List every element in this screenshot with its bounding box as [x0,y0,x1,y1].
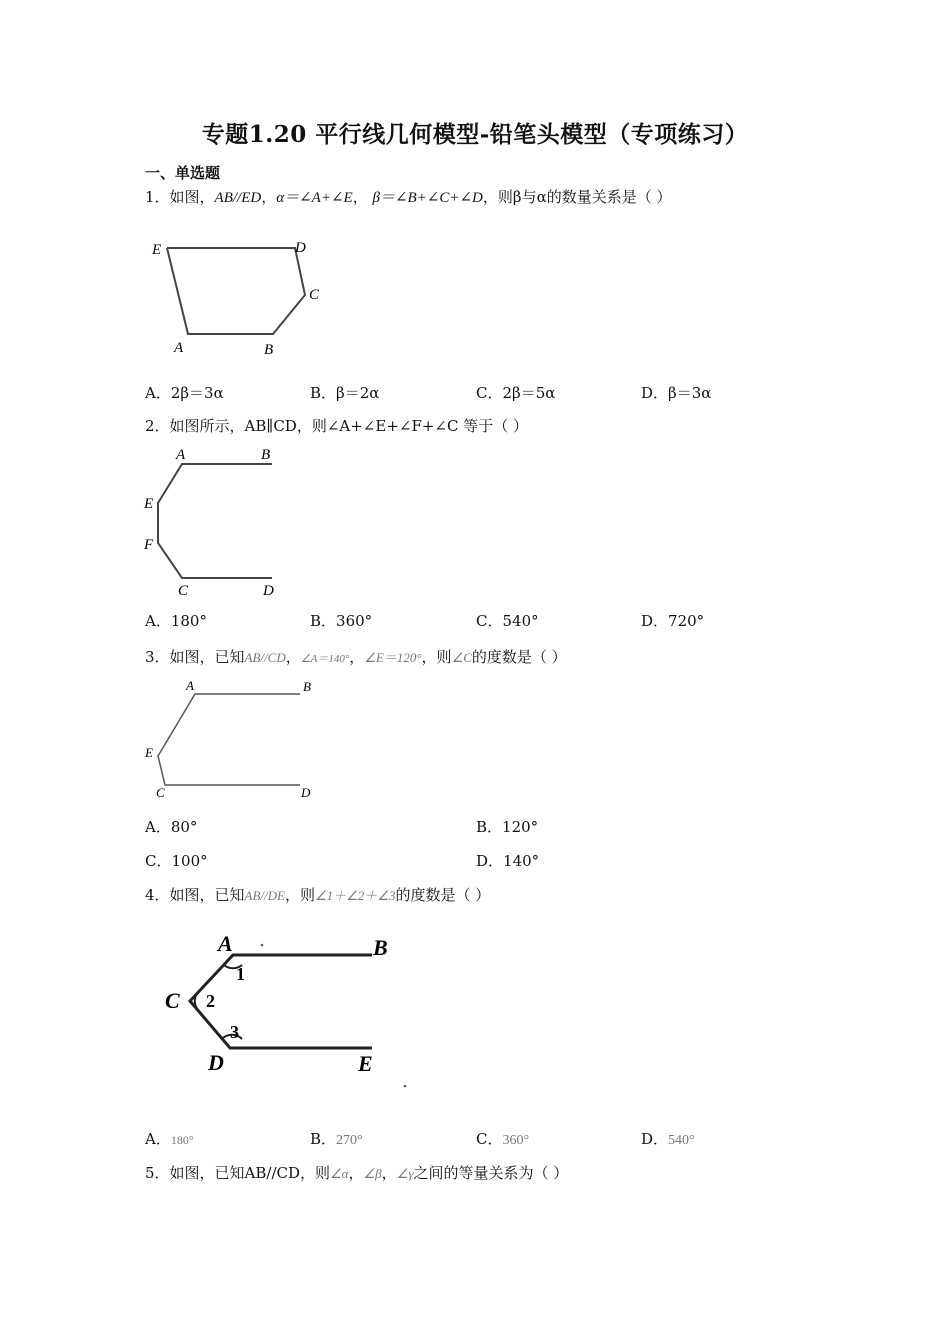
q4-option-a[interactable] [145,1128,194,1149]
q1-label-e: E [152,242,162,258]
q4-suffix: 的度数是（ ） [395,886,491,904]
section-heading: 一、单选题 [145,164,221,182]
q1-prefix: 1．如图， [145,188,215,206]
q4-option-a-value: 180° [170,1133,194,1147]
q5-angle-alpha: ∠α [330,1166,349,1181]
q3-sep1: ， [285,648,301,666]
question-1 [145,187,671,208]
q2-label-e: E [144,496,154,512]
q3-figure [140,675,330,805]
q2-label-f: F [144,537,154,553]
q5-prefix: 5．如图，已知AB//CD，则 [145,1164,331,1182]
q4-label-1: 1 [236,964,245,984]
q4-option-b-value: 270° [336,1133,363,1148]
question-4 [145,885,490,906]
q1-sep2: ， [352,188,373,206]
q4-label-b: B [373,935,388,960]
q1-label-c: C [309,287,320,303]
question-3 [145,647,567,669]
q1-cond3: β＝∠B+∠C+∠D [372,190,483,206]
q4-option-d-letter: D． [641,1130,669,1148]
q2-option-b[interactable]: B．360° [310,612,373,630]
q3-prefix: 3．如图，已知 [145,648,245,666]
q2-label-b: B [261,447,271,463]
q2-label-d: D [263,583,274,599]
q4-option-c[interactable] [476,1128,529,1149]
q1-label-a: A [174,340,184,356]
q5-suffix: 之间的等量关系为（ ） [413,1164,569,1182]
q2-label-c: C [178,583,189,599]
q3-option-b[interactable]: B．120° [476,818,539,836]
q4-shape [190,955,372,1048]
q3-option-c[interactable]: C．100° [145,852,208,870]
q4-label-2: 2 [206,991,215,1011]
q3-option-a[interactable]: A．80° [145,818,198,836]
q4-label-a: A [218,931,233,956]
q4-speck [404,1085,407,1088]
page-title: 专题1.20 平行线几何模型-铅笔头模型（专项练习） [201,121,749,148]
q3-sep2: ， [349,648,365,666]
q2-label-a: A [176,447,186,463]
q1-cond2: α＝∠A+∠E [276,190,353,206]
q4-label-3: 3 [230,1022,239,1042]
q3-suffix: 的度数是（ ） [471,648,567,666]
q3-label-d: D [301,785,311,800]
q3-label-b: B [303,679,311,694]
q1-option-d[interactable]: D．β＝3α [641,384,712,402]
q3-shape [158,694,300,785]
q2-option-c[interactable]: C．540° [476,612,539,630]
q4-option-d[interactable] [641,1128,695,1149]
q1-sep1: ， [261,188,277,206]
q4-figure [150,925,420,1095]
q1-option-b[interactable]: B．β＝2α [310,384,380,402]
q3-label-a: A [186,678,194,693]
q2-option-d[interactable]: D．720° [641,612,705,630]
q4-label-d: D [208,1050,224,1075]
q4-mid: ，则 [284,886,315,904]
q3-cond1: AB//CD [244,650,286,665]
q5-angle-gamma: ∠γ [396,1166,414,1181]
q4-option-b-letter: B． [310,1130,337,1148]
q4-cond1: AB//DE [244,888,285,903]
q3-label-c: C [156,785,165,800]
q1-suffix: ，则β与α的数量关系是（ ） [482,188,672,206]
q3-label-e: E [145,745,153,760]
q3-option-d[interactable]: D．140° [476,852,540,870]
q2-option-a[interactable]: A．180° [145,612,207,630]
q5-sep2: ， [381,1164,397,1182]
q4-option-a-letter: A． [145,1130,171,1148]
q1-label-d: D [295,240,306,256]
q1-option-a[interactable]: A．2β＝3α [145,384,224,402]
q3-cond2: ∠A＝140° [300,653,350,665]
q1-figure [145,230,345,360]
q4-option-d-value: 540° [668,1133,695,1148]
q4-label-e: E [358,1051,373,1076]
question-2: 2．如图所示，AB∥CD，则∠A+∠E+∠F+∠C 等于（ ） [145,417,529,435]
q1-label-b: B [264,342,274,358]
q4-option-b[interactable] [310,1128,363,1149]
q5-sep1: ， [348,1164,364,1182]
q4-prefix: 4．如图，已知 [145,886,245,904]
q1-cond1: AB//ED [214,190,262,206]
q3-cond3: ∠E＝120° [364,650,422,665]
q4-option-c-value: 360° [502,1133,530,1148]
q4-option-c-letter: C． [476,1130,503,1148]
q3-cond4: ∠C [451,650,472,665]
q5-angle-beta: ∠β [363,1166,382,1181]
question-5 [145,1163,568,1184]
q2-figure [140,445,290,600]
q1-polygon [167,248,305,334]
q1-option-c[interactable]: C．2β＝5α [476,384,556,402]
q4-speck [261,944,264,947]
q4-cond2: ∠1＋∠2＋∠3 [315,888,396,903]
q4-label-c: C [165,988,180,1013]
q3-mid: ，则 [421,648,452,666]
q2-shape [158,464,272,578]
